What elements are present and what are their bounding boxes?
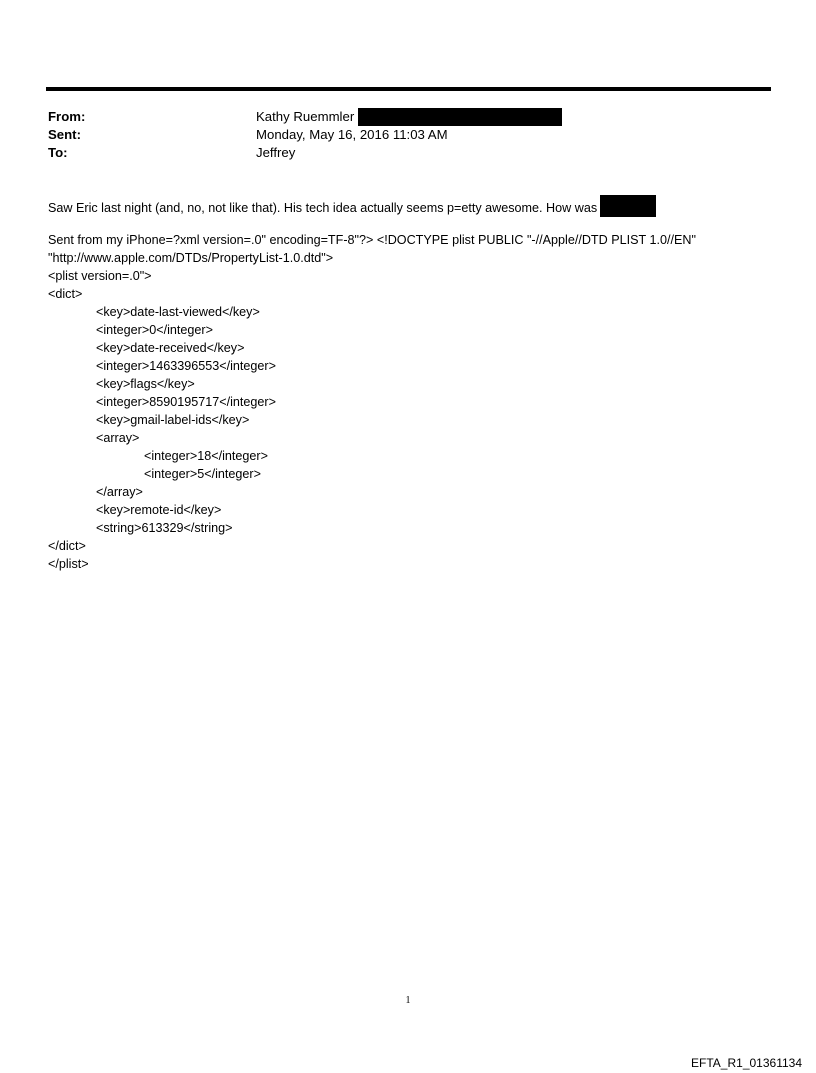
signature-line: Sent from my iPhone=?xml version=.0" encoding=TF-8"?> <!DOCTYPE plist PUBLIC "-//Apple//DTD PLIST 1.0//EN" — [48, 233, 696, 247]
plist-line: </dict> — [48, 539, 86, 553]
from-value-container — [256, 108, 562, 126]
plist-line: <integer>0</integer> — [96, 323, 213, 337]
plist-line: <key>remote-id</key> — [96, 503, 222, 517]
to-label: To: — [48, 145, 68, 160]
plist-line: <key>date-last-viewed</key> — [96, 305, 260, 319]
plist-line: <key>gmail-label-ids</key> — [96, 413, 250, 427]
plist-line: <integer>5</integer> — [144, 467, 261, 481]
to-value: Jeffrey — [256, 145, 296, 160]
plist-line: "http://www.apple.com/DTDs/PropertyList-1.0.dtd"> — [48, 251, 334, 265]
plist-line: <array> — [96, 431, 140, 445]
email-header — [48, 108, 768, 162]
plist-line: <integer>18</integer> — [144, 449, 268, 463]
header-divider — [46, 87, 771, 91]
email-body — [48, 199, 788, 573]
from-row — [48, 108, 768, 126]
document-id: EFTA_R1_01361134 — [691, 1056, 802, 1070]
sent-label: Sent: — [48, 127, 81, 142]
plist-line: <integer>1463396553</integer> — [96, 359, 276, 373]
plist-line: </array> — [96, 485, 143, 499]
redacted-body-block — [600, 195, 656, 217]
page-number: 1 — [405, 995, 411, 1006]
paragraph-gap — [48, 217, 788, 231]
sent-value: Monday, May 16, 2016 11:03 AM — [256, 127, 448, 142]
message-line — [48, 199, 788, 217]
plist-line: <plist version=.0"> — [48, 269, 152, 283]
plist-line: <key>flags</key> — [96, 377, 195, 391]
sent-row — [48, 126, 768, 144]
from-label: From: — [48, 109, 86, 124]
plist-line: </plist> — [48, 557, 89, 571]
plist-line: <string>613329</string> — [96, 521, 233, 535]
from-value: Kathy Ruemmler — [256, 109, 355, 124]
plist-line: <integer>8590195717</integer> — [96, 395, 276, 409]
redacted-email-block — [358, 108, 562, 126]
plist-line: <key>date-received</key> — [96, 341, 245, 355]
to-row — [48, 144, 768, 162]
message-text: Saw Eric last night (and, no, not like that). His tech idea actually seems p=etty awesome. How was — [48, 201, 598, 215]
plist-line: <dict> — [48, 287, 83, 301]
